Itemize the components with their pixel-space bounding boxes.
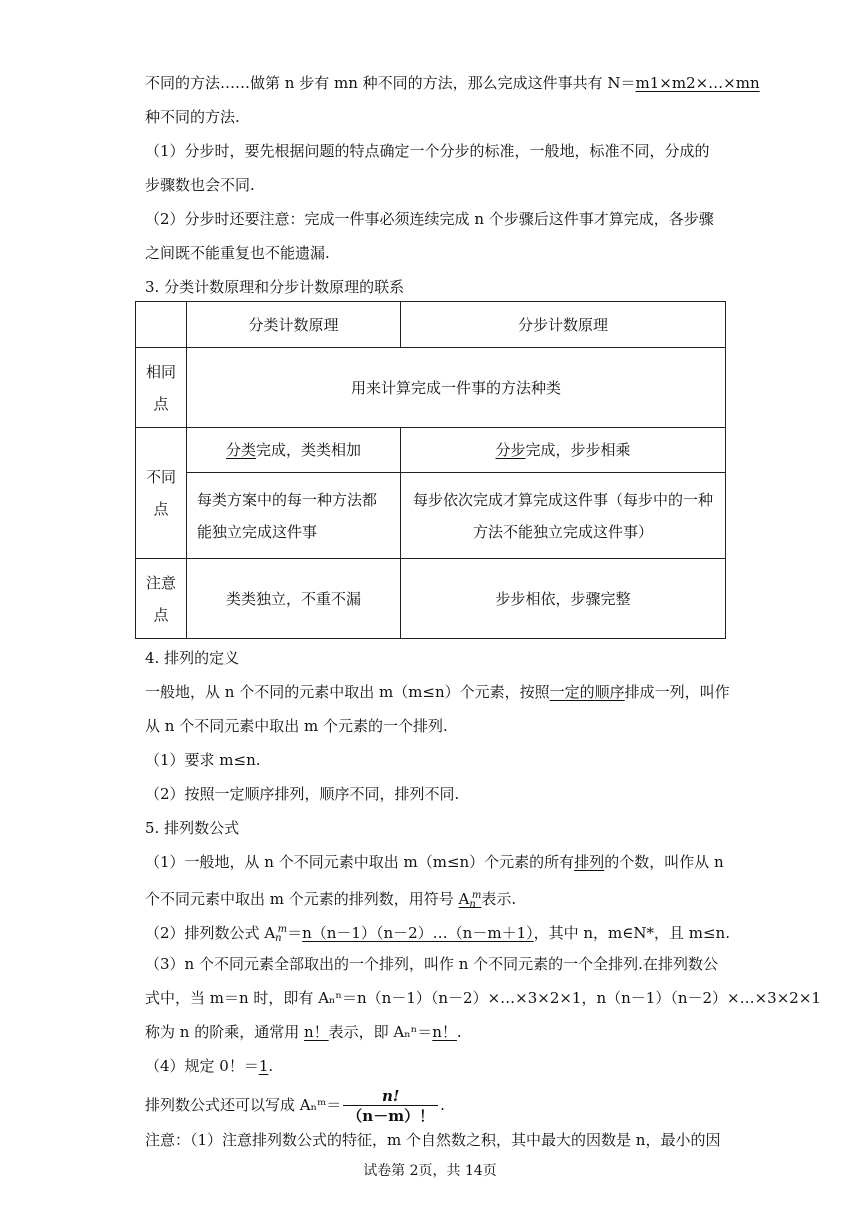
table-corner-cell <box>136 302 187 348</box>
row-label: 不同点 <box>136 428 187 559</box>
section-heading: 5. 排列数公式 <box>145 819 240 837</box>
comparison-table <box>135 301 726 639</box>
permutation-symbol: $A_n^m$ <box>458 890 482 910</box>
table-header: 分类计数原理 <box>187 302 401 348</box>
page-footer: 试卷第 2页，共 14页 <box>363 1163 497 1179</box>
text-line: 不同的方法……做第 n 步有 mn 种不同的方法，那么完成这件事共有 N＝m1×m2×…×mn <box>145 74 760 92</box>
table-cell: 每步依次完成才算完成这件事（每步中的一种方法不能独立完成这件事） <box>401 473 726 559</box>
table-cell: 步步相依，步骤完整 <box>401 559 726 639</box>
text-line: （2）按照一定顺序排列，顺序不同，排列不同. <box>145 785 460 803</box>
text-line: （4）规定 0！＝1. <box>145 1057 274 1075</box>
text-line: 从 n 个不同元素中取出 m 个元素的一个排列. <box>145 717 448 735</box>
text-line: （2）排列数公式 $A_n^m=n(n-1)(n-2)\dots(n-m+1)$，其中 n，m∈N*，且 m≤n. <box>145 924 730 944</box>
table-cell: 分类完成，类类相加 <box>187 428 401 473</box>
text-line: （1）要求 m≤n. <box>145 751 261 769</box>
table-cell: 类类独立，不重不漏 <box>187 559 401 639</box>
text-line: 种不同的方法. <box>145 108 240 126</box>
text-line: 排列数公式还可以写成 Aₙᵐ＝ $\frac{n!}{(n-m)!}$ . <box>145 1086 445 1125</box>
table-cell: 分步完成，步步相乘 <box>401 428 726 473</box>
text-line: 称为 n 的阶乘，通常用 n！表示，即 Aₙⁿ＝n！. <box>145 1023 462 1041</box>
formula-fraction: $\frac{n!}{(n-m)!}$ <box>343 1087 438 1126</box>
text-line: （1）一般地，从 n 个不同元素中取出 m（m≤n）个元素的所有排列的个数，叫作从 n <box>145 853 724 871</box>
table-header: 分步计数原理 <box>401 302 726 348</box>
text-line: （3）n 个不同元素全部取出的一个排列，叫作 n 个不同元素的一个全排列.在排列数公 <box>145 955 718 973</box>
table-cell: 用来计算完成一件事的方法种类 <box>187 348 726 428</box>
text-line: （2）分步时还要注意：完成一件事必须连续完成 n 个步骤后这件事才算完成，各步骤 <box>145 210 714 228</box>
text-line: 个不同元素中取出 m 个元素的排列数，用符号 $A_n^m$表示. <box>145 890 517 910</box>
permutation-symbol: $A_n^m=$ <box>264 924 303 944</box>
row-label: 相同点 <box>136 348 187 428</box>
text-line: 注意：（1）注意排列数公式的特征，m 个自然数之积，其中最大的因数是 n，最小的因 <box>145 1131 721 1149</box>
text-line: 一般地，从 n 个不同的元素中取出 m（m≤n）个元素，按照一定的顺序排成一列，叫作 <box>145 683 730 701</box>
text-line: （1）分步时，要先根据问题的特点确定一个分步的标准，一般地，标准不同，分成的 <box>145 142 710 160</box>
table-cell: 每类方案中的每一种方法都能独立完成这件事 <box>187 473 401 559</box>
row-label: 注意点 <box>136 559 187 639</box>
section-heading: 3. 分类计数原理和分步计数原理的联系 <box>145 278 405 296</box>
section-heading: 4. 排列的定义 <box>145 649 240 667</box>
text-line: 之间既不能重复也不能遗漏. <box>145 244 330 262</box>
text-line: 式中，当 m＝n 时，即有 Aₙⁿ＝n（n－1）（n－2）×…×3×2×1，n（n－1）（n－2）×…×3×2×1 <box>145 989 821 1007</box>
text-line: 步骤数也会不同. <box>145 176 255 194</box>
